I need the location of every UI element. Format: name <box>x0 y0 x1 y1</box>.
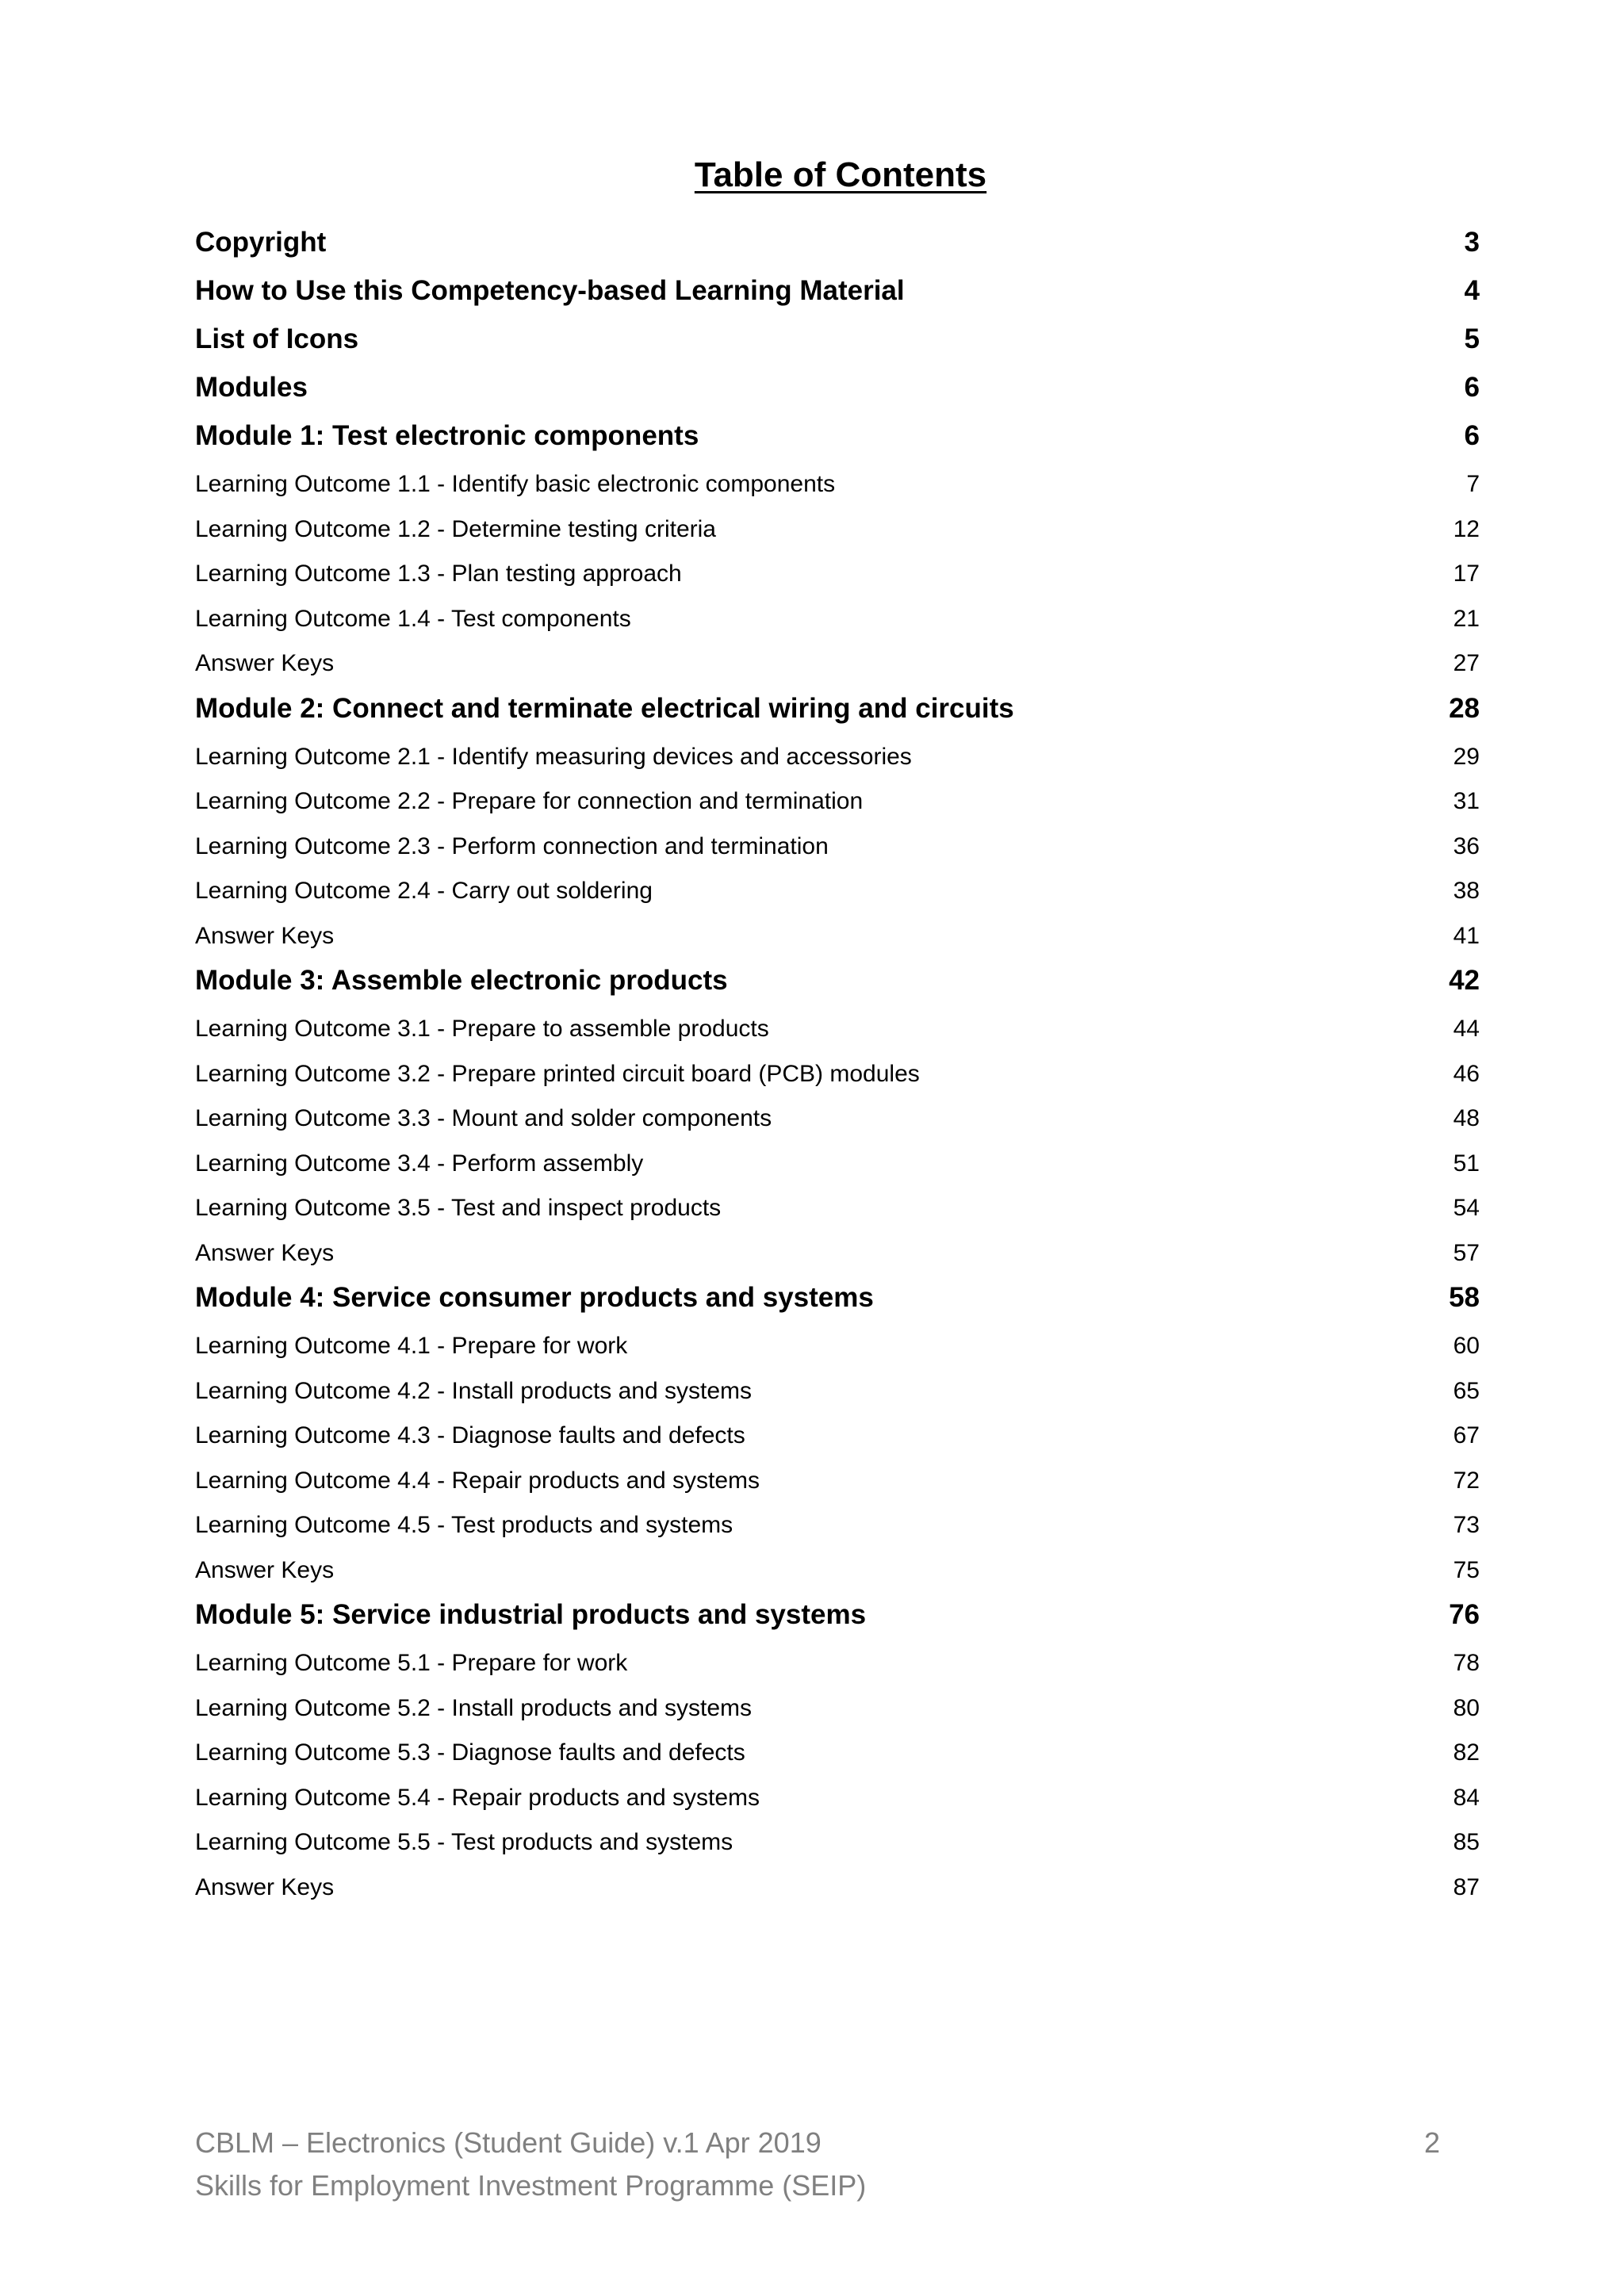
toc-subentry[interactable] <box>195 871 1480 916</box>
toc-subentry[interactable] <box>195 1098 1480 1143</box>
toc-subentry[interactable] <box>195 1415 1480 1460</box>
toc-heading-entry[interactable] <box>195 688 1480 737</box>
toc-entry-label: Learning Outcome 5.1 - Prepare for work <box>195 1650 628 1676</box>
toc-entry-page-number: 76 <box>1449 1599 1480 1630</box>
toc-entry-page-number: 44 <box>1453 1016 1480 1042</box>
toc-entry-label: Learning Outcome 4.3 - Diagnose faults and defects <box>195 1422 745 1448</box>
toc-entry-label: Learning Outcome 2.1 - Identify measuring devices and accessories <box>195 743 912 770</box>
toc-entry-label: Copyright <box>195 227 327 258</box>
toc-entry-page-number: 54 <box>1453 1195 1480 1221</box>
toc-entry-page-number: 28 <box>1449 692 1480 724</box>
toc-entry-label: Learning Outcome 1.1 - Identify basic electronic components <box>195 471 836 497</box>
toc-entry-label: Module 3: Assemble electronic products <box>195 965 728 996</box>
toc-entry-page-number: 17 <box>1453 561 1480 587</box>
toc-subentry[interactable] <box>195 509 1480 554</box>
footer-line-2 <box>195 2164 1440 2207</box>
footer-document-title: CBLM – Electronics (Student Guide) v.1 Apr 2019 <box>195 2126 822 2159</box>
toc-entry-label: Learning Outcome 4.4 - Repair products and systems <box>195 1467 760 1494</box>
toc-entry-page-number: 78 <box>1453 1650 1480 1676</box>
toc-heading-entry[interactable] <box>195 270 1480 319</box>
toc-subentry[interactable] <box>195 1643 1480 1688</box>
toc-subentry[interactable] <box>195 1233 1480 1278</box>
toc-entry-page-number: 4 <box>1464 275 1480 306</box>
toc-heading-entry[interactable] <box>195 222 1480 270</box>
toc-subentry[interactable] <box>195 737 1480 782</box>
toc-entry-label: Answer Keys <box>195 1873 335 1900</box>
toc-entry-page-number: 21 <box>1453 605 1480 632</box>
toc-entry-label: Learning Outcome 1.2 - Determine testing criteria <box>195 515 716 542</box>
toc-entry-page-number: 6 <box>1464 420 1480 451</box>
toc-entry-label: Module 2: Connect and terminate electrical wiring and circuits <box>195 692 1014 724</box>
toc-entry-label: Answer Keys <box>195 1239 335 1266</box>
toc-heading-entry[interactable] <box>195 1277 1480 1326</box>
toc-subentry[interactable] <box>195 464 1480 509</box>
toc-entry-label: Learning Outcome 5.3 - Diagnose faults and defects <box>195 1739 745 1766</box>
toc-entry-label: Learning Outcome 4.1 - Prepare for work <box>195 1333 628 1359</box>
toc-subentry[interactable] <box>195 781 1480 826</box>
toc-subentry[interactable] <box>195 1867 1480 1912</box>
toc-entry-label: Learning Outcome 3.1 - Prepare to assemble products <box>195 1016 769 1042</box>
toc-entry-page-number: 75 <box>1453 1556 1480 1583</box>
toc-entry-page-number: 58 <box>1449 1282 1480 1313</box>
toc-entry-label: Learning Outcome 3.3 - Mount and solder components <box>195 1105 772 1131</box>
footer-page-number: 2 <box>1423 2126 1440 2159</box>
toc-entry-label: Learning Outcome 1.4 - Test components <box>195 605 631 632</box>
toc-entry-page-number: 51 <box>1453 1150 1480 1177</box>
page-footer <box>195 2122 1440 2207</box>
toc-entry-label: Learning Outcome 4.2 - Install products and systems <box>195 1377 753 1404</box>
toc-entry-label: Learning Outcome 5.5 - Test products and systems <box>195 1829 733 1855</box>
toc-subentry[interactable] <box>195 916 1480 961</box>
toc-entry-label: Module 1: Test electronic components <box>195 420 699 451</box>
toc-subentry[interactable] <box>195 1688 1480 1733</box>
toc-entry-page-number: 82 <box>1453 1739 1480 1766</box>
toc-entry-page-number: 41 <box>1453 922 1480 949</box>
toc-entry-label: Learning Outcome 4.5 - Test products and systems <box>195 1512 733 1538</box>
toc-entry-label: Learning Outcome 5.2 - Install products and systems <box>195 1694 753 1721</box>
toc-subentry[interactable] <box>195 1188 1480 1233</box>
toc-entry-label: Learning Outcome 1.3 - Plan testing approach <box>195 561 682 587</box>
toc-entry-page-number: 5 <box>1464 323 1480 354</box>
toc-entry-label: How to Use this Competency-based Learning Material <box>195 275 905 306</box>
toc-heading-entry[interactable] <box>195 367 1480 415</box>
toc-entry-page-number: 60 <box>1453 1333 1480 1359</box>
toc-entry-label: Learning Outcome 2.4 - Carry out soldering <box>195 878 653 904</box>
toc-entry-label: List of Icons <box>195 323 359 354</box>
toc-heading-entry[interactable] <box>195 960 1480 1008</box>
toc-subentry[interactable] <box>195 1822 1480 1867</box>
toc-entry-label: Learning Outcome 3.2 - Prepare printed circuit board (PCB) modules <box>195 1060 920 1087</box>
toc-subentry[interactable] <box>195 599 1480 644</box>
toc-subentry[interactable] <box>195 1054 1480 1099</box>
toc-entry-label: Learning Outcome 2.3 - Perform connection and termination <box>195 832 829 859</box>
table-of-contents <box>195 222 1480 1911</box>
toc-entry-page-number: 29 <box>1453 743 1480 770</box>
toc-entry-label: Answer Keys <box>195 650 335 676</box>
toc-entry-label: Learning Outcome 3.5 - Test and inspect products <box>195 1195 722 1221</box>
toc-entry-label: Learning Outcome 3.4 - Perform assembly <box>195 1150 644 1177</box>
toc-subentry[interactable] <box>195 1326 1480 1371</box>
toc-heading-entry[interactable] <box>195 415 1480 464</box>
toc-entry-page-number: 73 <box>1453 1512 1480 1538</box>
page-title: Table of Contents <box>694 155 987 194</box>
toc-entry-label: Module 4: Service consumer products and systems <box>195 1282 874 1313</box>
toc-entry-page-number: 36 <box>1453 832 1480 859</box>
toc-entry-label: Answer Keys <box>195 922 335 949</box>
toc-entry-page-number: 27 <box>1453 650 1480 676</box>
toc-subentry[interactable] <box>195 1732 1480 1777</box>
toc-entry-page-number: 7 <box>1466 471 1480 497</box>
toc-entry-label: Modules <box>195 372 308 403</box>
toc-entry-page-number: 46 <box>1453 1060 1480 1087</box>
toc-heading-entry[interactable] <box>195 1594 1480 1643</box>
toc-entry-label: Learning Outcome 5.4 - Repair products and systems <box>195 1784 760 1811</box>
toc-entry-page-number: 65 <box>1453 1377 1480 1404</box>
footer-line-1 <box>195 2122 1440 2164</box>
toc-entry-page-number: 6 <box>1464 372 1480 403</box>
toc-entry-page-number: 57 <box>1453 1239 1480 1266</box>
toc-entry-page-number: 3 <box>1464 227 1480 258</box>
toc-entry-page-number: 72 <box>1453 1467 1480 1494</box>
toc-entry-page-number: 85 <box>1453 1829 1480 1855</box>
footer-programme-name: Skills for Employment Investment Programme (SEIP) <box>195 2169 867 2202</box>
toc-entry-page-number: 42 <box>1449 965 1480 996</box>
toc-subentry[interactable] <box>195 1143 1480 1188</box>
toc-subentry[interactable] <box>195 1550 1480 1595</box>
toc-entry-page-number: 38 <box>1453 878 1480 904</box>
toc-subentry[interactable] <box>195 1008 1480 1054</box>
toc-entry-page-number: 87 <box>1453 1873 1480 1900</box>
toc-entry-label: Module 5: Service industrial products and systems <box>195 1599 867 1630</box>
toc-subentry[interactable] <box>195 1505 1480 1550</box>
toc-subentry[interactable] <box>195 1371 1480 1416</box>
toc-entry-page-number: 12 <box>1453 515 1480 542</box>
toc-subentry[interactable] <box>195 1777 1480 1823</box>
toc-entry-page-number: 84 <box>1453 1784 1480 1811</box>
toc-subentry[interactable] <box>195 643 1480 688</box>
toc-entry-page-number: 80 <box>1453 1694 1480 1721</box>
toc-entry-page-number: 67 <box>1453 1422 1480 1448</box>
toc-subentry[interactable] <box>195 1460 1480 1506</box>
toc-entry-page-number: 48 <box>1453 1105 1480 1131</box>
toc-entry-label: Learning Outcome 2.2 - Prepare for connection and termination <box>195 788 864 814</box>
toc-subentry[interactable] <box>195 826 1480 871</box>
toc-entry-label: Answer Keys <box>195 1556 335 1583</box>
toc-entry-page-number: 31 <box>1453 788 1480 814</box>
toc-subentry[interactable] <box>195 553 1480 599</box>
toc-heading-entry[interactable] <box>195 319 1480 367</box>
